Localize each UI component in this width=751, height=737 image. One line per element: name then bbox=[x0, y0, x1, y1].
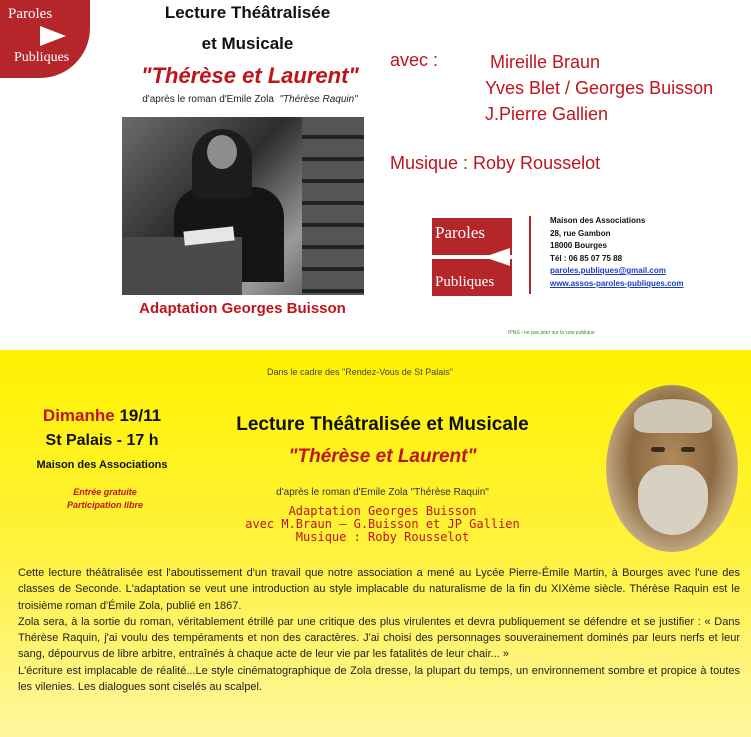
address-name: Maison des Associations bbox=[550, 216, 646, 225]
address-block bbox=[550, 215, 684, 290]
event-context: Dans le cadre des "Rendez-Vous de St Palais" bbox=[267, 367, 453, 377]
description-paragraph: Zola sera, à la sortie du roman, véritablement étrillé par une critique des plus virulentes et devra publiquement se défendre et se justifier : « Dans Thérèse Raquin, j'ai voulu des tempéraments et non des caractères. J'ai choisi des personnages souverainement dominés par leurs nerfs et leur sang, dépourvus de libre arbitre, entraînés à chaque acte de leur vie par les fatalités de leur chair... » bbox=[18, 615, 740, 661]
email-link[interactable]: paroles.publiques@gmail.com bbox=[550, 266, 666, 275]
description-paragraph: Cette lecture théâtralisée est l'aboutissement d'un travail que notre association a mené au Lycée Pierre-Émile Martin, à Bourges avec l'une des classes de Seconde. L'adaptation se veut une introduction au style implacable du naturalisme de la fin du XIXème siècle. Thérèse Raquin est le troisième roman d'Émile Zola, publié en 1867. bbox=[18, 567, 740, 612]
event-play-title: "Thérèse et Laurent" bbox=[288, 446, 477, 467]
zola-desk-photo bbox=[122, 117, 364, 295]
paroles-publiques-logo-2 bbox=[432, 218, 512, 296]
entry-free: Entrée gratuite bbox=[73, 487, 137, 497]
entry-info bbox=[40, 486, 170, 512]
cast-member: Yves Blet / Georges Buisson bbox=[485, 78, 714, 98]
event-credits bbox=[200, 505, 565, 544]
ipns-notice: IPNS - ne pas jeter sur la voie publique bbox=[508, 330, 595, 336]
event-day: Dimanhe bbox=[42, 406, 115, 425]
participation: Participation libre bbox=[66, 500, 144, 510]
event-place-time: St Palais - 17 h bbox=[45, 432, 159, 449]
zola-portrait bbox=[606, 385, 738, 552]
horn-icon bbox=[40, 26, 66, 46]
novel-credit bbox=[95, 94, 405, 105]
event-music: Musique : Roby Rousselot bbox=[295, 530, 470, 544]
novel-title: "Thérèse Raquin" bbox=[279, 94, 358, 105]
cast-member: Mireille Braun bbox=[490, 52, 601, 72]
with-label: avec : bbox=[390, 50, 439, 70]
event-adaptation: Adaptation Georges Buisson bbox=[288, 504, 477, 518]
cast-list bbox=[485, 49, 713, 127]
logo2-text-line2: Publiques bbox=[432, 259, 512, 296]
event-title: Lecture Théâtralisée et Musicale bbox=[236, 414, 529, 435]
adaptation-credit: Adaptation Georges Buisson bbox=[139, 300, 346, 317]
logo-text-line2: Publiques bbox=[14, 50, 70, 65]
cast-member: J.Pierre Gallien bbox=[485, 104, 609, 124]
horn-icon bbox=[484, 248, 510, 266]
address-city: 18000 Bourges bbox=[550, 241, 607, 250]
event-description bbox=[18, 565, 740, 695]
event-date-value: 19/11 bbox=[119, 406, 162, 425]
event-date bbox=[32, 406, 172, 426]
description-paragraph: L'écriture est implacable de réalité...Le style cinématographique de Zola dresse, la plupart du temps, un environnement sombre et propice à toutes les vilenies. Les dialogues sont ciselés au scalpel. bbox=[18, 664, 740, 694]
play-title: "Thérèse et Laurent" bbox=[141, 63, 359, 88]
event-venue: Maison des Associations bbox=[36, 459, 168, 471]
title-line1: Lecture Théâtralisée bbox=[164, 3, 331, 22]
event-cast: avec M.Braun – G.Buisson et JP Gallien bbox=[245, 517, 520, 531]
event-novel-credit: d'après le roman d'Emile Zola "Thérèse Raquin" bbox=[276, 487, 489, 498]
title-line2: et Musicale bbox=[201, 34, 294, 53]
address-street: 28, rue Gambon bbox=[550, 228, 611, 238]
music-credit: Musique : Roby Rousselot bbox=[390, 153, 601, 173]
logo-text-line1: Paroles bbox=[8, 6, 53, 22]
novel-credit-text: d'après le roman d'Emile Zola bbox=[142, 94, 274, 105]
website-link[interactable]: www.assos-paroles-publiques.com bbox=[550, 278, 684, 288]
divider bbox=[529, 216, 531, 294]
address-phone: Tél : 06 85 07 75 88 bbox=[550, 253, 623, 263]
logo2-text-line1: Paroles bbox=[432, 218, 512, 255]
